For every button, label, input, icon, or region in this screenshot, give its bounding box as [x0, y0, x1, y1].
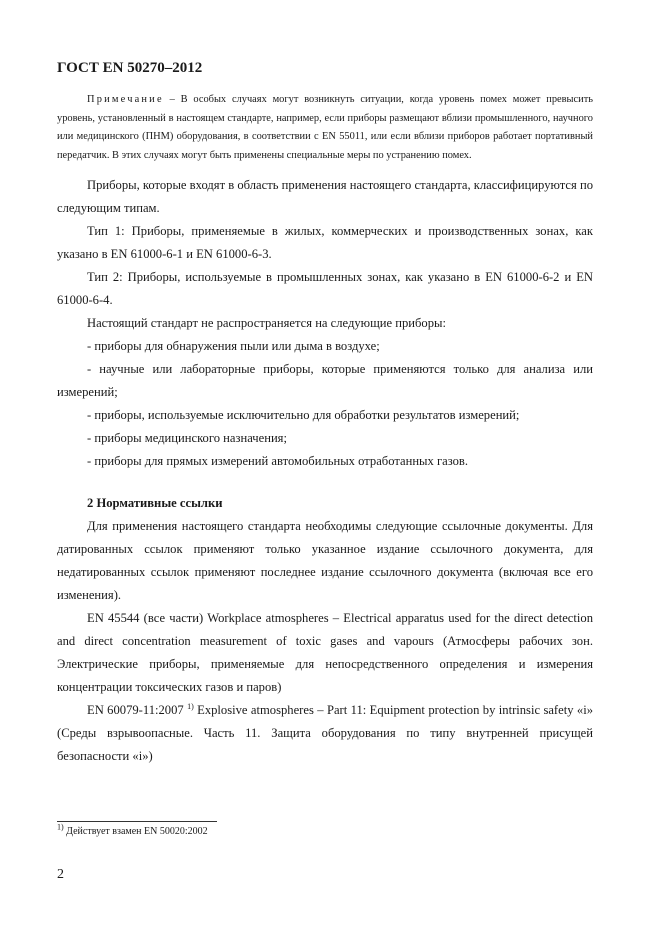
reference-en-60079-11 [57, 699, 593, 768]
footnote-divider [57, 821, 217, 822]
page-number: 2 [57, 867, 64, 882]
list-item: - приборы для прямых измерений автомобильных отработанных газов. [87, 454, 469, 468]
note-paragraph [57, 91, 593, 165]
section-heading: 2 Нормативные ссылки [87, 496, 223, 510]
list-item: - приборы медицинского назначения; [87, 431, 287, 445]
doc-title: ГОСТ EN 50270–2012 [57, 60, 203, 76]
paragraph-type-1: Тип 1: Приборы, применяемые в жилых, коммерческих и производственных зонах, как указано в EN 61000-6-1 и EN 61000-6-3. [57, 224, 593, 261]
reference-en-45544: EN 45544 (все части) Workplace atmospheres – Electrical apparatus used for the direct detection and direct concentration measurement of toxic gases and vapours (Атмосферы рабочих зон. Электрические приборы, применяемые для непосредственного определения и измерения концентрации токсических газов и паров) [57, 611, 593, 694]
list-item: - приборы, используемые исключительно для обработки результатов измерений; [87, 408, 520, 422]
paragraph-type-2: Тип 2: Приборы, используемые в промышленных зонах, как указано в EN 61000-6-2 и EN 61000-6-4. [57, 270, 593, 307]
list-item: - приборы для обнаружения пыли или дыма в воздухе; [87, 339, 380, 353]
list-item: - научные или лабораторные приборы, которые применяются только для анализа или измерений; [57, 362, 593, 399]
paragraph-references-intro: Для применения настоящего стандарта необходимы следующие ссылочные документы. Для датированных ссылок применяют только указанное издание ссылочного документа, для недатированных ссылок применяют последнее издание ссылочного документа (включая все его изменения). [57, 519, 593, 602]
reference-code: EN 60079-11:2007 [87, 703, 188, 717]
note-label: Примечание [87, 94, 164, 105]
paragraph-classification: Приборы, которые входят в область применения настоящего стандарта, классифицируются по следующим типам. [57, 178, 593, 215]
reference-text: Explosive atmospheres – Part 11: Equipment protection by intrinsic safety «i» (Среды взрывоопасные. Часть 11. Защита оборудования по типу внутренней присущей безопасности «i») [57, 703, 593, 763]
footnote-mark: 1) [57, 822, 64, 832]
paragraph-exclusions: Настоящий стандарт не распространяется на следующие приборы: [87, 316, 446, 330]
page-content [57, 91, 593, 768]
note-text: – В особых случаях могут возникнуть ситуации, когда уровень помех может превысить уровень, установленный в настоящем стандарте, например, если приборы размещают вблизи промышленного, научного или медицинского (ПНМ) оборудования, в соответствии с EN 55011, или если вблизи приборов работает портативный передатчик. В этих случаях могут быть применены специальные меры по устранению помех. [57, 94, 593, 161]
footnote-text: Действует взамен EN 50020:2002 [63, 826, 208, 837]
footnote [57, 822, 208, 837]
footnote-marker[interactable]: 1) [187, 701, 194, 711]
